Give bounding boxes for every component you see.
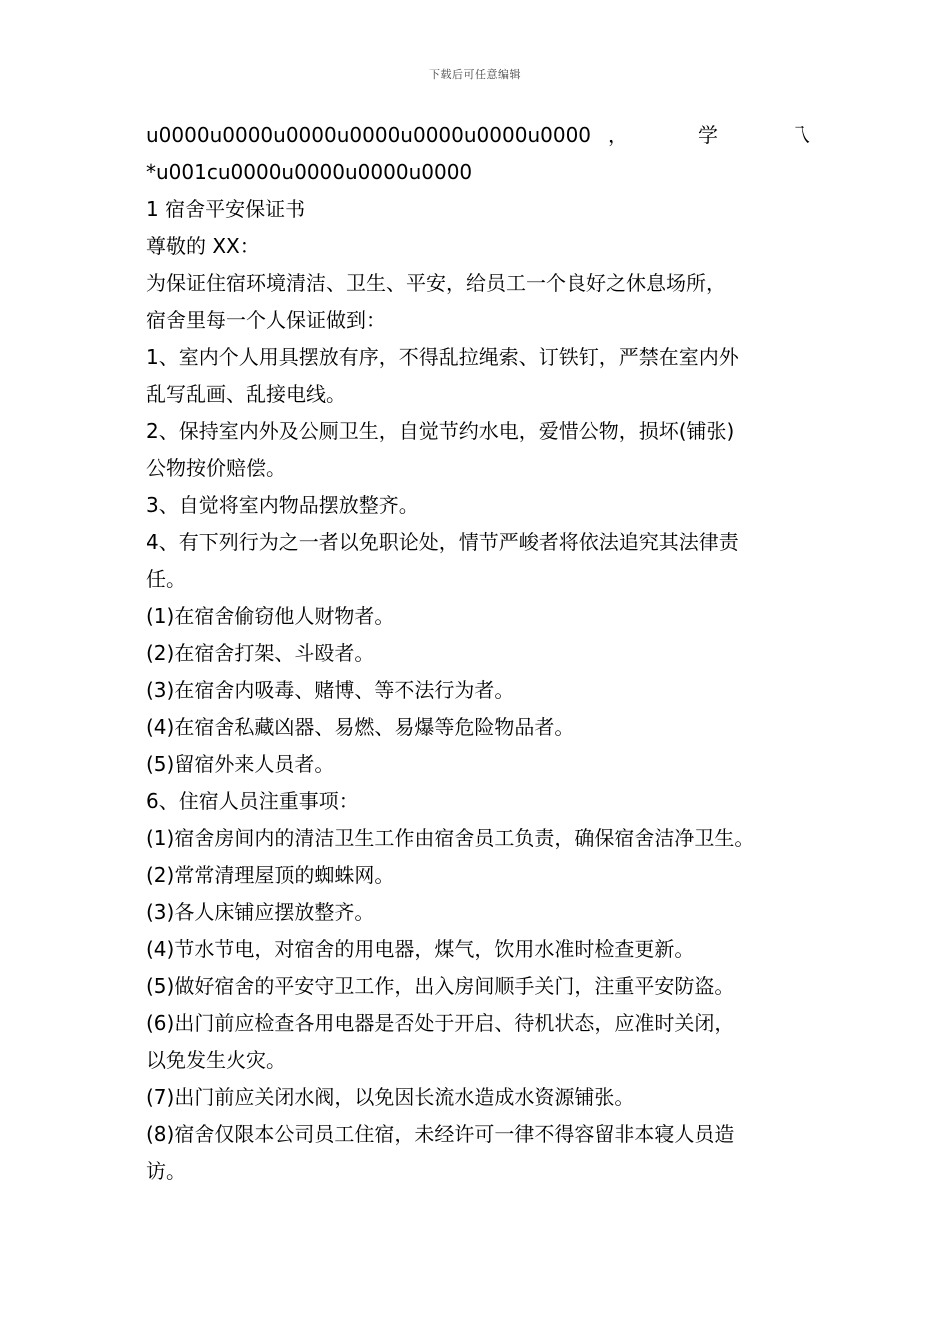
rule-6-sub-2: (2)常常清理屋顶的蜘蛛网。: [146, 863, 395, 887]
rule-4-sub-3: (3)在宿舍内吸毒、赌博、等不法行为者。: [146, 678, 515, 702]
rule-2: 2、保持室内外及公厕卫生，自觉节约水电，爱惜公物，损坏(铺张): [146, 419, 735, 443]
rule-6-sub-3: (3)各人床铺应摆放整齐。: [146, 900, 375, 924]
rule-6-sub-6-cont: 以免发生火灾。: [146, 1048, 286, 1072]
rule-6-sub-4: (4)节水节电，对宿舍的用电器，煤气，饮用水准时检查更新。: [146, 937, 695, 961]
garbled-char: 乁: [790, 123, 810, 147]
intro-line: 宿舍里每一个人保证做到：: [146, 308, 386, 332]
rule-4-sub-1: (1)在宿舍偷窃他人财物者。: [146, 604, 395, 628]
rule-3: 3、自觉将室内物品摆放整齐。: [146, 493, 419, 517]
rule-4-sub-2: (2)在宿舍打架、斗殴者。: [146, 641, 375, 665]
page-header-note: 下载后可任意编辑: [429, 68, 521, 81]
rule-6: 6、住宿人员注重事项：: [146, 789, 359, 813]
intro-line: 为保证住宿环境清洁、卫生、平安，给员工一个良好之休息场所，: [146, 271, 726, 295]
document-title: 1 宿舍平安保证书: [146, 197, 306, 221]
garbled-char: 学: [698, 123, 718, 147]
document-body: [146, 117, 810, 1190]
rule-6-sub-5: (5)做好宿舍的平安守卫工作，出入房间顺手关门，注重平安防盗。: [146, 974, 735, 998]
rule-6-sub-7: (7)出门前应关闭水阀，以免因长流水造成水资源铺张。: [146, 1085, 635, 1109]
rule-2-cont: 公物按价赔偿。: [146, 456, 286, 480]
rule-1: 1、室内个人用具摆放有序，不得乱拉绳索、订铁钉，严禁在室内外: [146, 345, 739, 369]
salutation: 尊敬的 XX：: [146, 234, 260, 258]
garbled-line-1: [146, 117, 810, 154]
rule-6-sub-8-cont: 访。: [146, 1159, 186, 1183]
rule-6-sub-8: (8)宿舍仅限本公司员工住宿，未经许可一律不得容留非本寝人员造: [146, 1122, 735, 1146]
rule-6-sub-6: (6)出门前应检查各用电器是否处于开启、待机状态，应准时关闭，: [146, 1011, 735, 1035]
rule-6-sub-1: (1)宿舍房间内的清洁卫生工作由宿舍员工负责，确保宿舍洁净卫生。: [146, 826, 755, 850]
rule-4-sub-4: (4)在宿舍私藏凶器、易燃、易爆等危险物品者。: [146, 715, 575, 739]
rule-4-cont: 任。: [146, 567, 186, 591]
rule-4-sub-5: (5)留宿外来人员者。: [146, 752, 335, 776]
rule-4: 4、有下列行为之一者以免职论处，情节严峻者将依法追究其法律责: [146, 530, 739, 554]
rule-1-cont: 乱写乱画、乱接电线。: [146, 382, 346, 406]
garbled-comma: ，: [608, 123, 628, 147]
garbled-text: u0000u0000u0000u0000u0000u0000u0000: [146, 123, 592, 147]
garbled-line-2: *u001cu0000u0000u0000u0000: [146, 160, 473, 184]
